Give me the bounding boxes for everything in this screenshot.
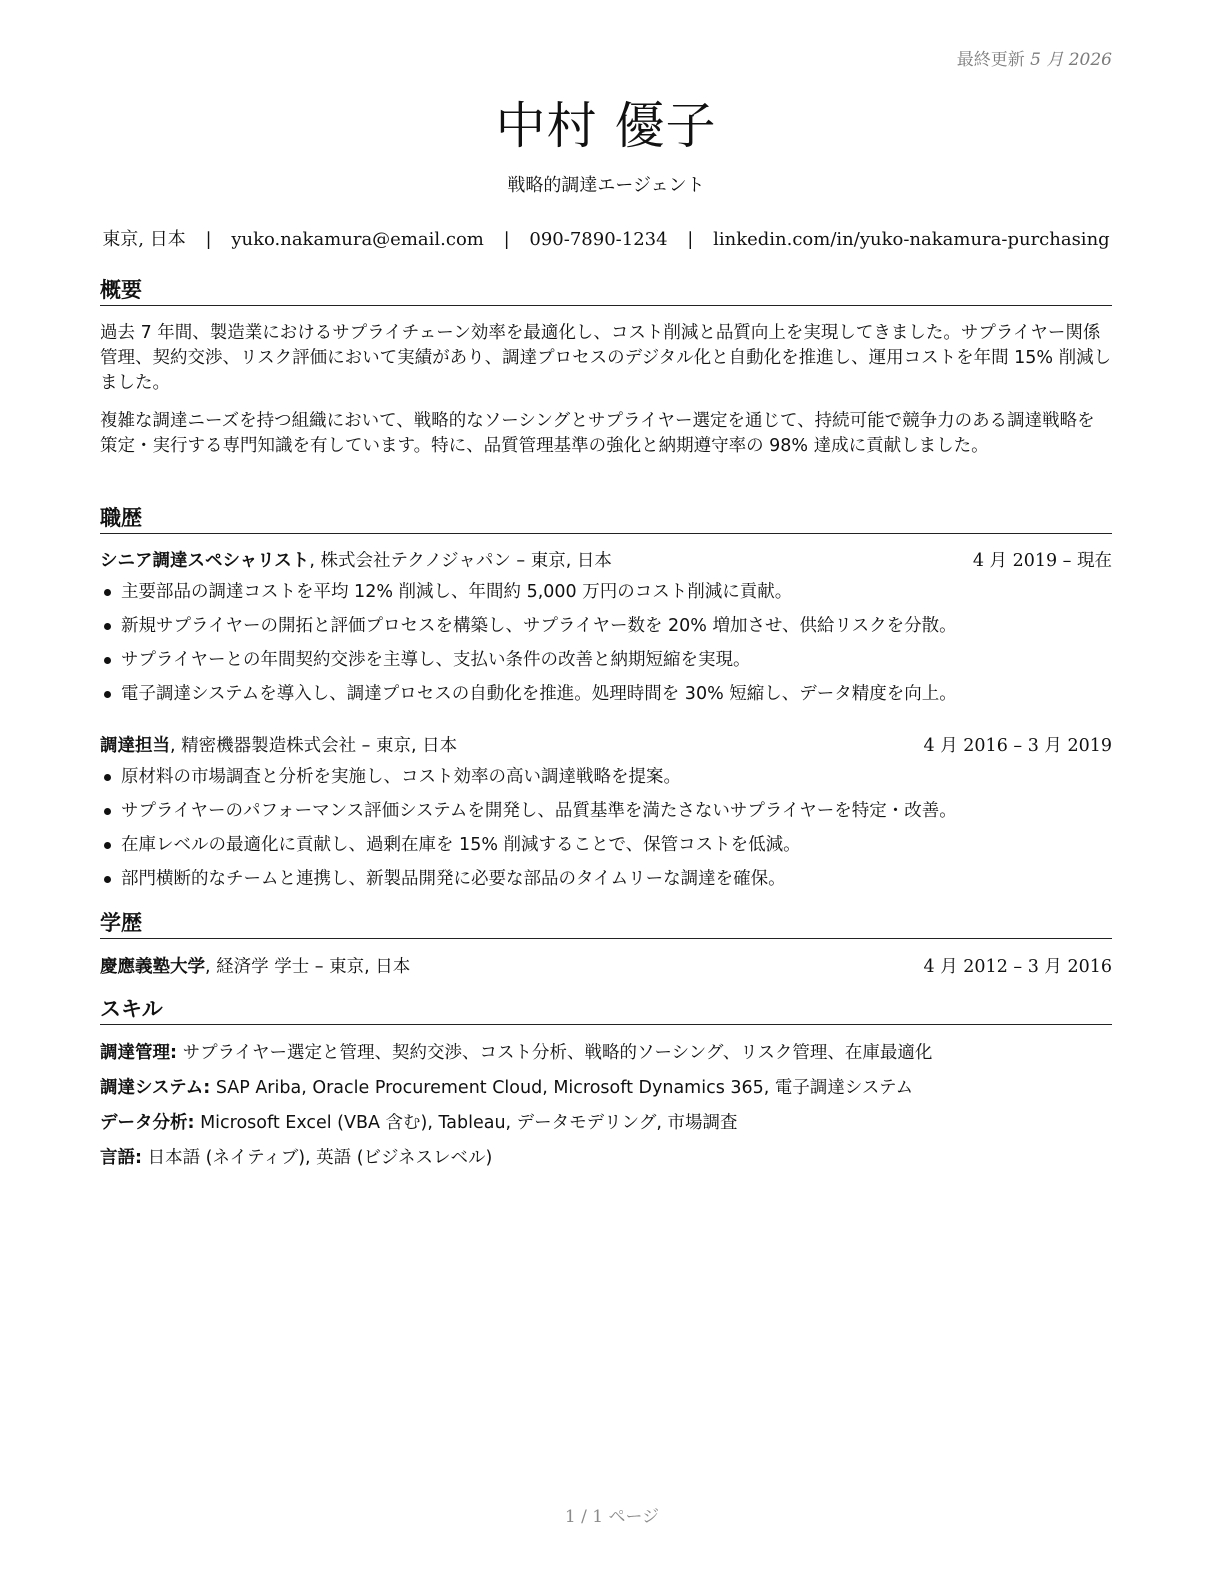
skill-label: データ分析:	[100, 1113, 195, 1133]
last-updated-prefix: 最終更新	[956, 50, 1025, 70]
last-updated	[957, 45, 1112, 70]
last-updated-date: 5 月 2026	[1030, 50, 1112, 70]
list-item: サプライヤーとの年間契約交渉を主導し、支払い条件の改善と納期短縮を実現。	[100, 648, 1112, 682]
skill-line	[100, 1111, 1112, 1135]
candidate-name: 中村 優子	[495, 97, 717, 155]
list-item: 原材料の市場調査と分析を実施し、コスト効率の高い調達戦略を提案。	[100, 765, 1112, 799]
job-header	[100, 734, 1112, 758]
skill-line	[100, 1076, 1112, 1100]
job-dates: 4 月 2016 – 3 月 2019	[923, 736, 1112, 756]
list-item: 在庫レベルの最適化に貢献し、過剰在庫を 15% 削減することで、保管コストを低減。	[100, 833, 1112, 867]
page-number-footer: 1 / 1 ページ	[564, 1507, 660, 1527]
skill-label: 調達システム:	[100, 1078, 211, 1098]
education-school: 慶應義塾大学	[100, 957, 205, 977]
job-header	[100, 549, 1112, 573]
list-item: 新規サプライヤーの開拓と評価プロセスを構築し、サプライヤー数を 20% 増加させ、供給リスクを分散。	[100, 614, 1112, 648]
contact-separator: |	[503, 229, 510, 250]
contact-separator: |	[687, 229, 694, 250]
skill-value: SAP Ariba, Oracle Procurement Cloud, Microsoft Dynamics 365, 電子調達システム	[210, 1078, 914, 1098]
job-org: , 精密機器製造株式会社 – 東京, 日本	[170, 736, 458, 756]
contact-location: 東京, 日本	[102, 229, 186, 250]
job-title: 調達担当	[100, 736, 170, 756]
skill-value: Microsoft Excel (VBA 含む), Tableau, データモデリング, 市場調査	[194, 1113, 738, 1133]
contact-separator: |	[205, 229, 212, 250]
education-detail: , 経済学 学士 – 東京, 日本	[205, 957, 411, 977]
contact-linkedin[interactable]: linkedin.com/in/yuko-nakamura-purchasing	[713, 229, 1110, 250]
skill-label: 言語:	[100, 1148, 142, 1168]
skill-line	[100, 1146, 1112, 1170]
contact-phone[interactable]: 090-7890-1234	[529, 229, 668, 250]
education-dates: 4 月 2012 – 3 月 2016	[923, 957, 1112, 977]
section-title-education: 学歴	[100, 911, 1112, 939]
list-item: 部門横断的なチームと連携し、新製品開発に必要な部品のタイムリーな調達を確保。	[100, 867, 1112, 901]
skill-label: 調達管理:	[100, 1043, 177, 1063]
contact-line	[100, 225, 1112, 251]
skill-value: 日本語 (ネイティブ), 英語 (ビジネスレベル)	[142, 1148, 493, 1168]
section-title-experience: 職歴	[100, 506, 1112, 534]
skill-value: サプライヤー選定と管理、契約交渉、コスト分析、戦略的ソーシング、リスク管理、在庫最適化	[177, 1043, 933, 1063]
job-bullet-list	[100, 580, 1112, 716]
education-entry	[100, 955, 1112, 979]
job-dates: 4 月 2019 – 現在	[972, 551, 1112, 571]
skill-line	[100, 1041, 1112, 1065]
summary-paragraph-1: 過去 7 年間、製造業におけるサプライチェーン効率を最適化し、コスト削減と品質向上を実現してきました。サプライヤー関係管理、契約交渉、リスク評価において実績があり、調達プロセスのデジタル化と自動化を推進し、運用コストを年間 15% 削減しました。	[100, 323, 1112, 393]
section-title-skills: スキル	[100, 997, 1112, 1025]
job-org: , 株式会社テクノジャパン – 東京, 日本	[309, 551, 612, 571]
list-item: 主要部品の調達コストを平均 12% 削減し、年間約 5,000 万円のコスト削減に貢献。	[100, 580, 1112, 614]
summary-paragraph-2: 複雑な調達ニーズを持つ組織において、戦略的なソーシングとサプライヤー選定を通じて、持続可能で競争力のある調達戦略を策定・実行する専門知識を有しています。特に、品質管理基準の強化と納期遵守率の 98% 達成に貢献しました。	[100, 411, 1095, 456]
list-item: サプライヤーのパフォーマンス評価システムを開発し、品質基準を満たさないサプライヤーを特定・改善。	[100, 799, 1112, 833]
job-title: シニア調達スペシャリスト	[100, 551, 310, 571]
candidate-headline: 戦略的調達エージェント	[507, 175, 705, 196]
section-title-summary: 概要	[100, 278, 1112, 306]
job-bullet-list	[100, 765, 1112, 901]
contact-email[interactable]: yuko.nakamura@email.com	[231, 229, 484, 250]
list-item: 電子調達システムを導入し、調達プロセスの自動化を推進。処理時間を 30% 短縮し、データ精度を向上。	[100, 682, 1112, 716]
